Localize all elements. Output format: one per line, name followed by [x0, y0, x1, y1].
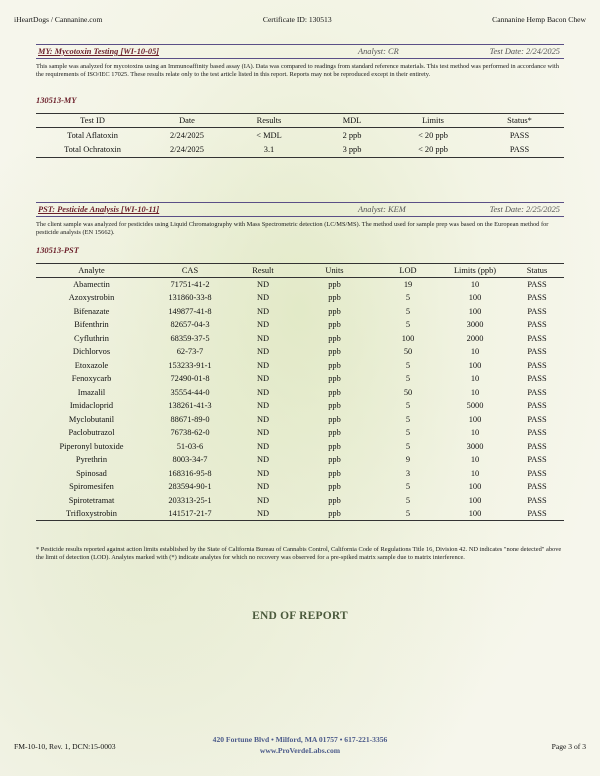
table-cell: ppb: [328, 414, 341, 424]
table-cell: ND: [233, 507, 293, 521]
table-cell: ppb: [328, 347, 341, 357]
table-cell: 2000: [466, 333, 484, 343]
table-cell: PASS: [509, 130, 530, 140]
table-row: [36, 332, 564, 346]
pesticide-title: PST: Pesticide Analysis [WI-10-11]: [38, 205, 160, 214]
table-cell: Imazalil: [77, 387, 106, 397]
table-row: [36, 453, 564, 467]
lab-contact: [0, 734, 600, 756]
table-cell: 8003-34-7: [172, 455, 208, 465]
table-cell: 10: [470, 428, 480, 438]
header-client: iHeartDogs / Cannanine.com: [14, 14, 103, 24]
table-cell: 10: [470, 280, 480, 289]
table-cell: 3.1: [225, 143, 313, 158]
column-header: CAS: [147, 264, 233, 278]
table-cell: < 20 ppb: [391, 143, 475, 158]
table-cell: 5: [405, 306, 411, 316]
pesticide-test-date: Test Date: 2/25/2025: [489, 205, 560, 214]
table-cell: 19: [403, 280, 413, 289]
table-cell: ND: [256, 360, 270, 370]
table-cell: 5: [405, 428, 411, 438]
table-cell: 10: [470, 387, 480, 397]
column-header: MDL: [313, 114, 391, 128]
table-cell: 100: [401, 333, 415, 343]
table-cell: ND: [256, 455, 270, 465]
pesticide-section-header: [36, 202, 564, 217]
table-cell: Pyrethrin: [75, 455, 108, 465]
table-cell: 138261-41-3: [168, 401, 212, 411]
pesticide-table: [36, 263, 564, 521]
table-cell: Imidacloprid: [69, 401, 114, 411]
table-cell: 71751-41-2: [170, 280, 210, 289]
table-cell: Cyfluthrin: [74, 333, 109, 343]
column-header: Status: [510, 264, 564, 278]
table-cell: < 20 ppb: [418, 130, 448, 140]
table-cell: PASS: [475, 143, 564, 158]
table-cell: ND: [256, 441, 270, 451]
table-cell: ND: [256, 374, 270, 384]
table-cell: 100: [468, 482, 482, 492]
table-cell: 131860-33-8: [168, 293, 212, 303]
table-cell: ND: [256, 347, 270, 357]
table-cell: 51-03-6: [176, 441, 204, 451]
table-cell: PASS: [527, 495, 547, 505]
lab-address: 420 Fortune Blvd • Milford, MA 01757 • 617-221-3356: [212, 735, 388, 744]
table-cell: PASS: [527, 414, 547, 424]
table-cell: 100: [468, 495, 482, 505]
table-cell: 5: [376, 507, 440, 521]
page-header: [14, 12, 586, 26]
table-cell: PASS: [527, 401, 547, 411]
end-of-report: END OF REPORT: [252, 610, 348, 622]
table-row: [36, 399, 564, 413]
table-row: [36, 413, 564, 427]
table-cell: Total Aflatoxin: [67, 130, 118, 140]
table-cell: PASS: [527, 280, 547, 289]
pesticide-sample-id: 130513-PST: [36, 246, 79, 255]
table-cell: 82657-04-3: [170, 320, 210, 330]
table-cell: Dichlorvos: [72, 347, 111, 357]
table-cell: Etoxazole: [74, 360, 109, 370]
table-cell: PASS: [527, 320, 547, 330]
mycotoxin-sample-id: 130513-MY: [36, 96, 77, 105]
table-cell: 5: [405, 482, 411, 492]
table-cell: 88671-89-0: [170, 414, 210, 424]
column-header: Results: [225, 114, 313, 128]
table-cell: ppb: [328, 495, 341, 505]
table-cell: 72490-01-8: [170, 374, 210, 384]
pesticide-analyst: Analyst: KEM: [358, 205, 406, 214]
table-cell: 5: [405, 293, 411, 303]
table-cell: PASS: [527, 374, 547, 384]
table-cell: PASS: [527, 455, 547, 465]
table-cell: 100: [468, 360, 482, 370]
table-cell: PASS: [527, 387, 547, 397]
table-cell: Myclobutanil: [68, 414, 115, 424]
table-cell: ND: [256, 333, 270, 343]
table-cell: ND: [256, 306, 270, 316]
page-number: Page 3 of 3: [551, 742, 586, 751]
table-cell: 2 ppb: [342, 130, 362, 140]
table-cell: 141517-21-7: [147, 507, 233, 521]
table-cell: 50: [403, 387, 413, 397]
table-cell: ppb: [328, 387, 341, 397]
table-row: [36, 345, 564, 359]
table-cell: 10: [470, 468, 480, 478]
table-cell: 10: [470, 347, 480, 357]
table-row: [36, 278, 564, 292]
pesticide-description: The client sample was analyzed for pesticides using Liquid Chromatography with Mass Spectrometric detection (LC/MS/MS). The method used for sample prep was based on the European method for pesticide analysis (EN 15662).: [36, 221, 549, 237]
table-row: [36, 440, 564, 454]
table-row: [36, 372, 564, 386]
table-cell: 100: [468, 414, 482, 424]
table-cell: 100: [468, 293, 482, 303]
table-cell: Paclobutrazol: [68, 428, 115, 438]
table-cell: 153233-91-1: [168, 360, 212, 370]
table-cell: 5: [405, 374, 411, 384]
table-row: [36, 291, 564, 305]
table-cell: 5: [405, 401, 411, 411]
table-cell: ND: [256, 280, 270, 289]
table-cell: ppb: [328, 374, 341, 384]
table-cell: Bifenazate: [73, 306, 110, 316]
table-cell: PASS: [510, 507, 564, 521]
table-cell: ppb: [328, 455, 341, 465]
form-number: FM-10-10, Rev. 1, DCN:15-0003: [14, 742, 116, 751]
table-cell: PASS: [527, 428, 547, 438]
table-cell: 5: [405, 414, 411, 424]
table-cell: ppb: [328, 306, 341, 316]
table-row: [36, 467, 564, 481]
table-cell: PASS: [527, 482, 547, 492]
table-cell: PASS: [527, 306, 547, 316]
table-cell: 62-73-7: [176, 347, 204, 357]
table-cell: < MDL: [256, 130, 282, 140]
table-cell: PASS: [527, 347, 547, 357]
table-cell: 3000: [466, 320, 484, 330]
table-cell: 149877-41-8: [168, 306, 212, 316]
table-cell: Fenoxycarb: [71, 374, 112, 384]
table-cell: Spiromesifen: [69, 482, 114, 492]
table-cell: ppb: [328, 280, 341, 289]
table-cell: Azoxystrobin: [68, 293, 115, 303]
table-row: [36, 507, 564, 521]
table-cell: ND: [256, 428, 270, 438]
table-row: [36, 143, 564, 158]
table-row: [36, 128, 564, 143]
table-cell: ppb: [328, 360, 341, 370]
table-cell: Abamectin: [73, 280, 110, 289]
table-cell: ppb: [328, 482, 341, 492]
table-row: [36, 318, 564, 332]
table-cell: ppb: [328, 468, 341, 478]
table-cell: Piperonyl butoxide: [59, 441, 124, 451]
table-cell: 5: [405, 495, 411, 505]
table-cell: 5: [405, 441, 411, 451]
table-cell: Spirotetramat: [68, 495, 115, 505]
table-cell: ppb: [328, 320, 341, 330]
table-cell: 283594-90-1: [168, 482, 212, 492]
table-cell: 68359-37-5: [170, 333, 210, 343]
table-cell: 76738-62-0: [170, 428, 210, 438]
table-cell: 9: [405, 455, 411, 465]
column-header: Limits (ppb): [440, 264, 510, 278]
column-header: LOD: [376, 264, 440, 278]
table-cell: ND: [256, 495, 270, 505]
table-cell: ND: [256, 401, 270, 411]
table-cell: Spinosad: [76, 468, 107, 478]
table-cell: ppb: [328, 428, 341, 438]
table-row: [36, 305, 564, 319]
column-header: Units: [293, 264, 376, 278]
table-cell: 3 ppb: [313, 143, 391, 158]
table-cell: PASS: [527, 360, 547, 370]
table-cell: 203313-25-1: [168, 495, 212, 505]
table-cell: PASS: [527, 441, 547, 451]
header-product: Cannanine Hemp Bacon Chew: [492, 14, 586, 24]
mycotoxin-title: MY: Mycotoxin Testing [WI-10-05]: [38, 47, 160, 56]
table-cell: Bifenthrin: [74, 320, 109, 330]
table-cell: 5000: [466, 401, 484, 411]
table-cell: 2/24/2025: [170, 130, 204, 140]
table-cell: ppb: [328, 441, 341, 451]
table-cell: 100: [440, 507, 510, 521]
table-cell: PASS: [527, 468, 547, 478]
mycotoxin-test-date: Test Date: 2/24/2025: [489, 47, 560, 56]
table-cell: ppb: [328, 401, 341, 411]
table-cell: 3000: [466, 441, 484, 451]
table-cell: Trifloxystrobin: [36, 507, 147, 521]
column-header: Result: [233, 264, 293, 278]
table-cell: 3: [405, 468, 411, 478]
table-cell: ND: [256, 482, 270, 492]
table-cell: 35554-44-0: [170, 387, 210, 397]
table-cell: 100: [468, 306, 482, 316]
table-cell: 5: [405, 360, 411, 370]
lab-website-link[interactable]: www.ProVerdeLabs.com: [259, 746, 341, 755]
column-header: Limits: [391, 114, 475, 128]
table-cell: PASS: [527, 333, 547, 343]
table-cell: 2/24/2025: [149, 143, 225, 158]
mycotoxin-description: This sample was analyzed for mycotoxins using an Immunoaffinity based assay (IA). Data was compared to readings from standard reference materials. This test method was performed in accordance with the requirements of ISO/IEC 17025. These results relate only to the test article listed in this report. Reports may not be reproduced except in their entirety.: [36, 63, 559, 79]
table-cell: 5: [405, 320, 411, 330]
table-cell: ppb: [328, 333, 341, 343]
column-header: Test ID: [36, 114, 149, 128]
mycotoxin-section-header: [36, 44, 564, 59]
table-cell: 168316-95-8: [168, 468, 212, 478]
table-cell: 10: [470, 374, 480, 384]
table-row: [36, 359, 564, 373]
table-cell: ND: [256, 414, 270, 424]
mycotoxin-table: [36, 113, 564, 158]
table-cell: ND: [256, 468, 270, 478]
table-cell: ppb: [328, 293, 341, 303]
table-cell: Total Ochratoxin: [36, 143, 149, 158]
table-row: [36, 386, 564, 400]
table-cell: ND: [256, 293, 270, 303]
table-cell: PASS: [527, 293, 547, 303]
table-cell: ND: [256, 320, 270, 330]
column-header: Date: [149, 114, 225, 128]
table-row: [36, 426, 564, 440]
table-cell: 50: [403, 347, 413, 357]
header-certificate-id: Certificate ID: 130513: [262, 14, 332, 24]
mycotoxin-analyst: Analyst: CR: [358, 47, 399, 56]
column-header: Status*: [475, 114, 564, 128]
table-cell: ppb: [293, 507, 376, 521]
table-cell: 10: [470, 455, 480, 465]
table-cell: ND: [256, 387, 270, 397]
column-header: Analyte: [36, 264, 147, 278]
table-row: [36, 494, 564, 508]
table-row: [36, 480, 564, 494]
pesticide-footnote: * Pesticide results reported against action limits established by the State of California Bureau of Cannabis Control, California Code of Regulations Title 16, Division 42. ND indicates "none detected" above the limit of detection (LOD). Analytes marked with (*) indicate analytes for which no recovery was observed for a pre-spiked matrix sample due to matrix interference.: [36, 546, 562, 562]
